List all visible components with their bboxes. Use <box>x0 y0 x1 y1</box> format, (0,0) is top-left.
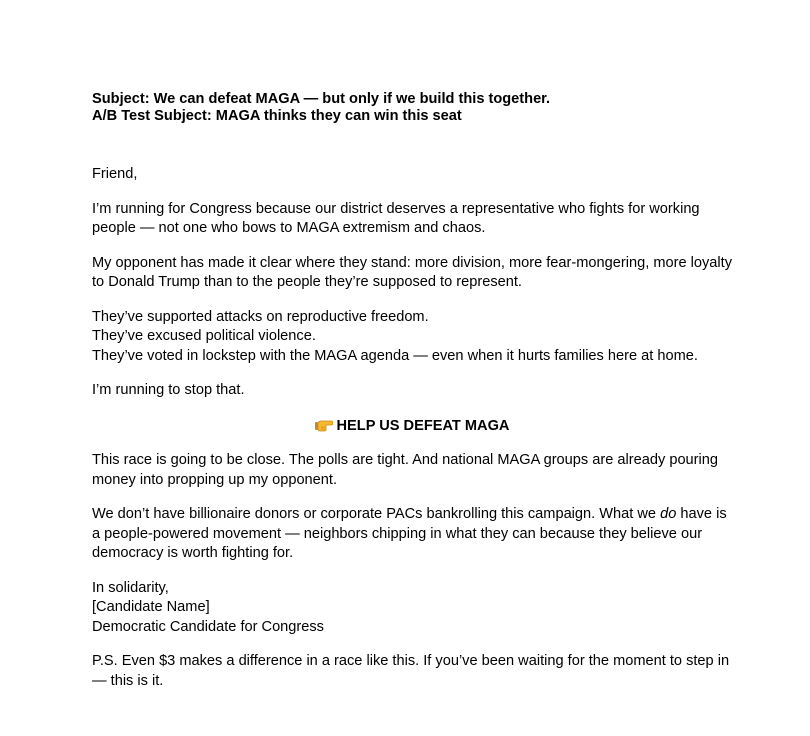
signoff-closing: In solidarity, <box>92 579 169 596</box>
paragraph-record <box>92 308 732 367</box>
movement-text-after: have is a people-powered movement — neighbors chipping in what they can because they believe our democracy is worth fighting for. <box>92 506 727 561</box>
cta-label: HELP US DEFEAT MAGA <box>336 417 510 434</box>
subject-line: Subject: We can defeat MAGA — but only if we build this together. <box>92 91 551 107</box>
paragraph-opponent: My opponent has made it clear where they stand: more division, more fear-mongering, more loyalty to Donald Trump than to the people they’re supposed to represent. <box>92 254 732 290</box>
email-document <box>92 91 732 691</box>
candidate-title: Democratic Candidate for Congress <box>92 618 324 635</box>
record-line: They’ve supported attacks on reproductive freedom. <box>92 308 429 325</box>
movement-text-before: We don’t have billionaire donors or corporate PACs bankrolling this campaign. What we <box>92 506 661 522</box>
record-line: They’ve voted in lockstep with the MAGA agenda — even when it hurts families here at home. <box>92 347 698 364</box>
cta-heading <box>92 417 732 437</box>
paragraph-movement <box>92 505 732 564</box>
signoff <box>92 579 732 638</box>
movement-emphasis: do <box>660 506 677 522</box>
paragraph-stop: I’m running to stop that. <box>92 382 245 398</box>
pointing-hand-icon <box>315 418 333 432</box>
record-line: They’ve excused political violence. <box>92 328 316 344</box>
ab-test-subject-line: A/B Test Subject: MAGA thinks they can win this seat <box>92 108 462 124</box>
candidate-name: [Candidate Name] <box>92 599 210 615</box>
greeting: Friend, <box>92 166 138 182</box>
postscript: P.S. Even $3 makes a difference in a race like this. If you’ve been waiting for the moment to step in — this is it. <box>92 653 730 689</box>
paragraph-race: This race is going to be close. The polls are tight. And national MAGA groups are already pouring money into propping up my opponent. <box>92 452 719 488</box>
paragraph-intro: I’m running for Congress because our district deserves a representative who fights for working people — not one who bows to MAGA extremism and chaos. <box>92 200 700 236</box>
subject-block <box>92 91 732 125</box>
